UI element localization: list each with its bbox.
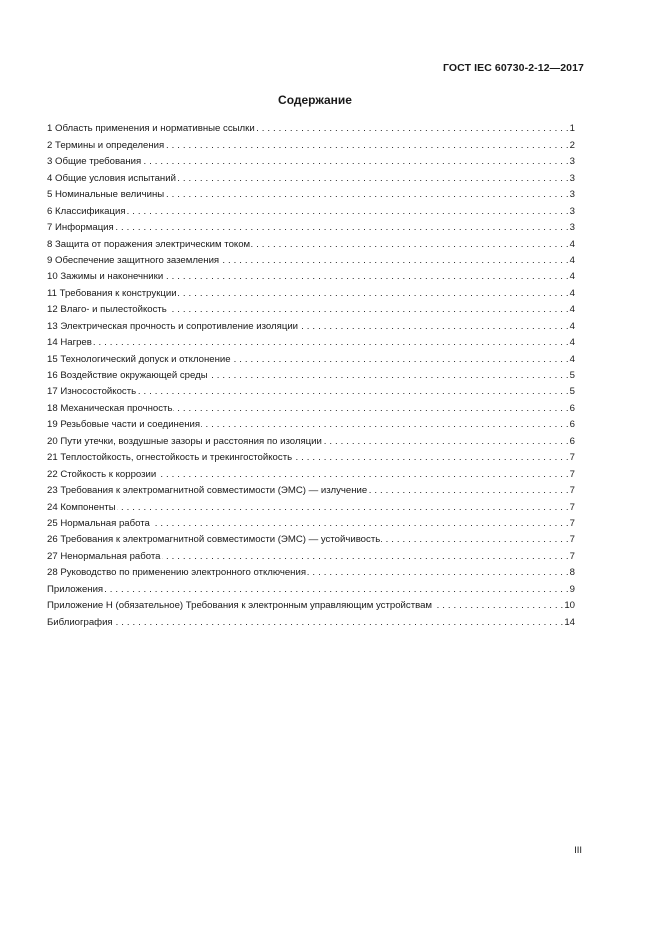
toc-entry-page: 4 — [569, 238, 575, 250]
toc-entry[interactable] — [47, 596, 575, 612]
toc-leader-dots — [168, 305, 569, 316]
toc-leader-dots — [299, 322, 569, 333]
toc-entry[interactable] — [47, 398, 575, 414]
toc-entry[interactable] — [47, 579, 575, 595]
toc-entry-page: 7 — [569, 501, 575, 513]
toc-entry-label: 5 Номинальные величины — [47, 189, 165, 201]
toc-entry[interactable] — [47, 546, 575, 562]
toc-leader-dots — [256, 124, 569, 135]
toc-entry[interactable] — [47, 530, 575, 546]
toc-entry[interactable] — [47, 366, 575, 382]
toc-leader-dots — [232, 355, 569, 366]
toc-entry-page: 9 — [569, 583, 575, 595]
toc-entry-label: 13 Электрическая прочность и сопротивление изоляции — [47, 320, 299, 332]
toc-entry-label: 8 Защита от поражения электрическим током — [47, 238, 251, 250]
toc-entry-page: 6 — [569, 402, 575, 414]
toc-entry-label: 3 Общие требования — [47, 156, 142, 168]
toc-leader-dots — [368, 486, 568, 497]
toc-entry-page: 7 — [569, 517, 575, 529]
toc-leader-dots — [104, 585, 569, 596]
toc-entry-page: 7 — [569, 468, 575, 480]
page-number: III — [574, 845, 582, 856]
toc-entry-page: 7 — [569, 452, 575, 464]
toc-leader-dots — [115, 223, 569, 234]
toc-entry-page: 4 — [569, 353, 575, 365]
toc-entry-page: 7 — [569, 534, 575, 546]
toc-entry-label: Приложения — [47, 583, 104, 595]
toc-entry-page: 5 — [569, 386, 575, 398]
toc-entry[interactable] — [47, 481, 575, 497]
toc-entry[interactable] — [47, 135, 575, 151]
toc-leader-dots — [142, 157, 568, 168]
toc-entry-label: 19 Резьбовые части и соединения — [47, 419, 201, 431]
toc-entry-label: 2 Термины и определения — [47, 139, 165, 151]
toc-entry[interactable] — [47, 119, 575, 135]
toc-leader-dots — [165, 190, 568, 201]
toc-entry-page: 4 — [569, 287, 575, 299]
toc-leader-dots — [251, 240, 569, 251]
toc-leader-dots — [114, 618, 564, 629]
toc-entry[interactable] — [47, 251, 575, 267]
toc-leader-dots — [307, 568, 569, 579]
toc-entry-label: 16 Воздействие окружающей среды — [47, 370, 208, 381]
toc-entry-page: 8 — [569, 567, 575, 579]
toc-entry-label: 6 Классификация — [47, 205, 126, 217]
toc-entry[interactable] — [47, 283, 575, 299]
toc-entry-label: 11 Требования к конструкции — [47, 287, 177, 299]
toc-entry[interactable] — [47, 201, 575, 217]
toc-entry-page: 10 — [564, 600, 575, 612]
toc-leader-dots — [151, 519, 569, 530]
toc-leader-dots — [323, 437, 569, 448]
toc-entry[interactable] — [47, 185, 575, 201]
toc-entry[interactable] — [47, 382, 575, 398]
toc-leader-dots — [220, 256, 569, 267]
toc-leader-dots — [117, 503, 569, 514]
toc-leader-dots — [433, 601, 563, 612]
toc-entry-label: 24 Компоненты — [47, 501, 116, 513]
toc-entry-page: 7 — [569, 550, 575, 562]
toc-entry-label: 20 Пути утечки, воздушные зазоры и расстояния по изоляции — [47, 435, 322, 447]
toc-entry-label: 1 Область применения и нормативные ссылки — [47, 123, 255, 135]
toc-entry-label: 15 Технологический допуск и отклонение — [47, 353, 231, 365]
toc-entry-label: 27 Ненормальная работа — [47, 550, 161, 562]
table-of-contents — [47, 119, 575, 629]
toc-entry[interactable] — [47, 514, 575, 530]
toc-entry[interactable] — [47, 464, 575, 480]
toc-entry-label: 21 Теплостойкость, огнестойкость и трекингостойкость — [47, 452, 293, 464]
toc-entry-label: 26 Требования к электромагнитной совместимости (ЭМС) — устойчивость — [47, 534, 381, 546]
document-code: ГОСТ IEC 60730-2-12—2017 — [442, 62, 584, 74]
toc-leader-dots — [381, 535, 568, 546]
toc-entry-page: 4 — [569, 254, 575, 266]
toc-entry-page: 14 — [564, 616, 575, 628]
toc-entry-page: 3 — [569, 172, 575, 184]
toc-entry-page: 4 — [569, 304, 575, 316]
toc-entry[interactable] — [47, 218, 575, 234]
toc-leader-dots — [157, 470, 568, 481]
toc-entry[interactable] — [47, 333, 575, 349]
toc-entry[interactable] — [47, 415, 575, 431]
toc-entry-label: Приложение Н (обязательное) Требования к электронным управляющим устройствам — [47, 600, 433, 612]
toc-leader-dots — [209, 371, 569, 382]
toc-entry[interactable] — [47, 300, 575, 316]
toc-entry-page: 2 — [569, 139, 575, 151]
toc-entry-page: 6 — [569, 435, 575, 447]
toc-entry-label: 18 Механическая прочность — [47, 402, 173, 414]
toc-entry[interactable] — [47, 431, 575, 447]
toc-entry-page: 7 — [569, 485, 575, 497]
toc-entry-label: 10 Зажимы и наконечники — [47, 271, 164, 283]
toc-entry-label: Библиография — [47, 616, 113, 628]
toc-entry-label: 12 Влаго- и пылестойкость — [47, 304, 167, 316]
toc-entry-label: 22 Стойкость к коррозии — [47, 468, 157, 480]
toc-entry-page: 6 — [569, 419, 575, 431]
toc-entry[interactable] — [47, 497, 575, 513]
toc-leader-dots — [137, 387, 569, 398]
toc-leader-dots — [165, 141, 568, 152]
toc-leader-dots — [162, 552, 569, 563]
toc-entry[interactable] — [47, 168, 575, 184]
toc-entry-label: 4 Общие условия испытаний — [47, 172, 176, 184]
toc-entry[interactable] — [47, 448, 575, 464]
toc-entry-page: 5 — [569, 370, 575, 381]
toc-entry[interactable] — [47, 234, 575, 250]
toc-entry-page: 4 — [569, 320, 575, 332]
toc-leader-dots — [178, 289, 569, 300]
toc-leader-dots — [164, 272, 568, 283]
toc-leader-dots — [173, 404, 568, 415]
toc-title: Содержание — [278, 93, 352, 107]
toc-entry[interactable] — [47, 563, 575, 579]
toc-entry-page: 3 — [569, 222, 575, 234]
toc-leader-dots — [293, 453, 569, 464]
toc-leader-dots — [201, 420, 569, 431]
toc-entry-label: 7 Информация — [47, 222, 114, 234]
toc-entry-label: 28 Руководство по применению электронного отключения — [47, 567, 307, 579]
toc-entry-label: 17 Износостойкость — [47, 386, 137, 398]
toc-entry[interactable] — [47, 612, 575, 628]
toc-entry-label: 14 Нагрев — [47, 337, 92, 349]
toc-entry-page: 3 — [569, 156, 575, 168]
toc-leader-dots — [177, 174, 569, 185]
toc-entry-label: 9 Обеспечение защитного заземления — [47, 254, 220, 266]
toc-entry[interactable] — [47, 316, 575, 332]
toc-entry-label: 25 Нормальная работа — [47, 517, 150, 529]
toc-entry-page: 4 — [569, 337, 575, 349]
toc-entry[interactable] — [47, 349, 575, 365]
toc-entry-page: 4 — [569, 271, 575, 283]
toc-leader-dots — [127, 207, 569, 218]
toc-entry-page: 3 — [569, 205, 575, 217]
toc-entry-label: 23 Требования к электромагнитной совместимости (ЭМС) — излучение — [47, 485, 368, 497]
toc-entry-page: 1 — [569, 123, 575, 135]
toc-entry[interactable] — [47, 152, 575, 168]
toc-leader-dots — [93, 338, 569, 349]
toc-entry[interactable] — [47, 267, 575, 283]
toc-entry-page: 3 — [569, 189, 575, 201]
